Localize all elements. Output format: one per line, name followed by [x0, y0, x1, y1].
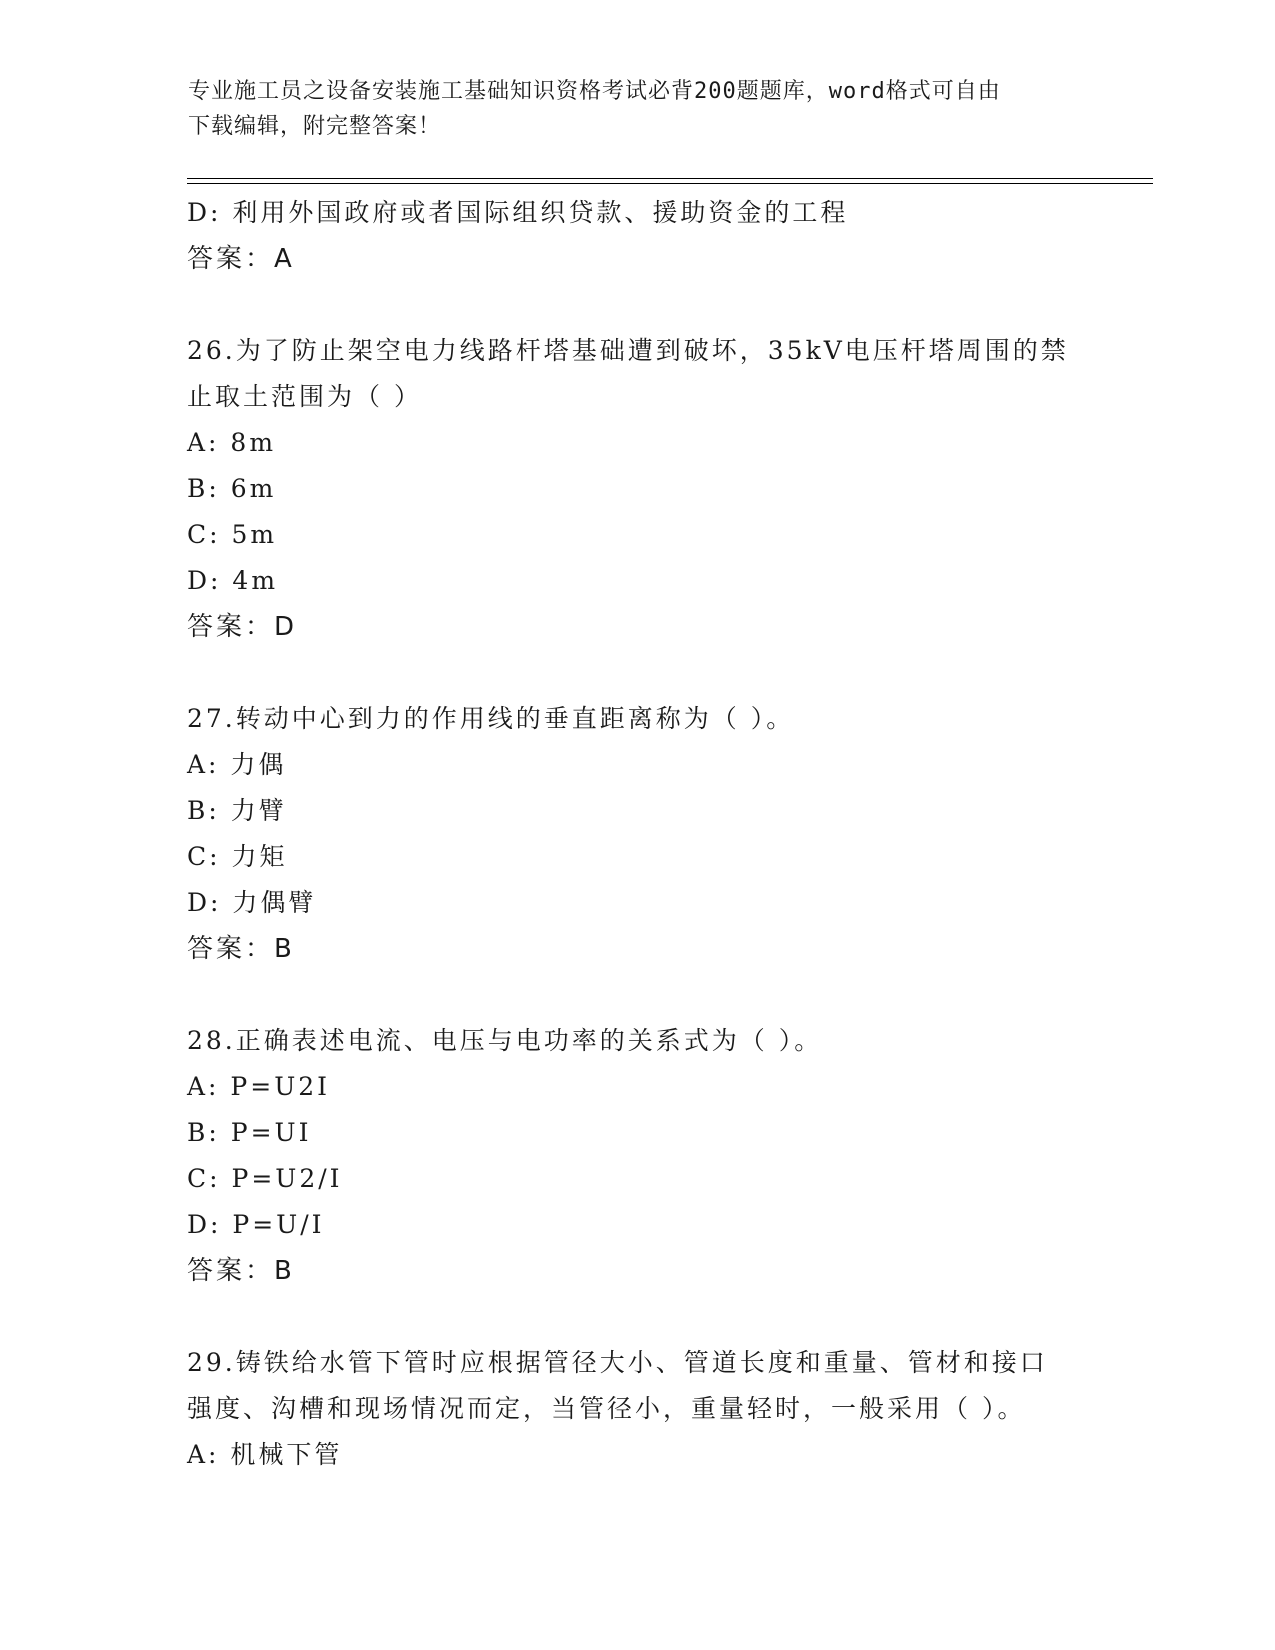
- option-b: B: P=UI: [187, 1118, 312, 1147]
- option-a: A: 力偶: [187, 750, 287, 779]
- question-text-line: 26.为了防止架空电力线路杆塔基础遭到破坏，35kV电压杆塔周围的禁: [187, 336, 1069, 365]
- spacer: [187, 972, 1087, 1018]
- spacer: [187, 650, 1087, 696]
- spacer: [187, 282, 1087, 328]
- answer-line: 答案：B: [187, 934, 295, 964]
- question-text-line: 强度、沟槽和现场情况而定，当管径小，重量轻时，一般采用（ ）。: [187, 1394, 1026, 1423]
- option-c: C: 5m: [187, 520, 278, 549]
- option-b: B: 力臂: [187, 796, 287, 825]
- spacer: [187, 1294, 1087, 1340]
- question-text-line: 28.正确表述电流、电压与电功率的关系式为（ ）。: [187, 1026, 823, 1055]
- document-header: [188, 74, 1068, 144]
- option-a: A: P=U2I: [187, 1072, 331, 1101]
- header-rule-top: [187, 178, 1153, 179]
- question-28: [187, 1018, 1087, 1294]
- option-d: D: P=U/I: [187, 1210, 325, 1239]
- option-c: C: P=U2/I: [187, 1164, 343, 1193]
- answer-line: 答案：D: [187, 612, 298, 642]
- answer-line: 答案：B: [187, 1256, 295, 1286]
- header-rule-bottom: [187, 183, 1153, 184]
- question-29: [187, 1340, 1087, 1478]
- option-a: A: 8m: [187, 428, 277, 457]
- option-c: C: 力矩: [187, 842, 288, 871]
- header-line-2: 下载编辑，附完整答案！: [188, 114, 442, 139]
- answer-line: 答案：A: [187, 244, 295, 274]
- option-d: D: 利用外国政府或者国际组织贷款、援助资金的工程: [187, 198, 849, 227]
- question-list: [187, 190, 1087, 1478]
- option-a: A: 机械下管: [187, 1440, 343, 1469]
- header-line-1: 专业施工员之设备安装施工基础知识资格考试必背200题题库，word格式可自由: [188, 79, 1001, 104]
- option-b: B: 6m: [187, 474, 277, 503]
- question-text-line: 止取土范围为（ ）: [187, 382, 422, 411]
- option-d: D: 力偶臂: [187, 888, 317, 917]
- option-d: D: 4m: [187, 566, 279, 595]
- question-27: [187, 696, 1087, 972]
- question-26: [187, 328, 1087, 650]
- question-text-line: 27.转动中心到力的作用线的垂直距离称为（ ）。: [187, 704, 795, 733]
- question-text-line: 29.铸铁给水管下管时应根据管径大小、管道长度和重量、管材和接口: [187, 1348, 1048, 1377]
